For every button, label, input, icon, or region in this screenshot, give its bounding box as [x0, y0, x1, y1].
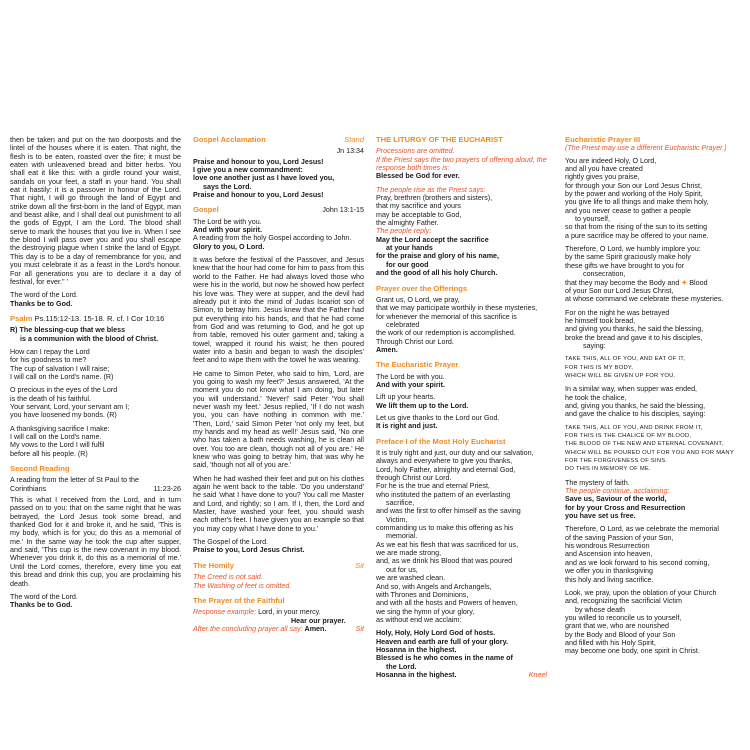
preface-line: and with all the hosts and Powers of heaven, [376, 599, 518, 608]
acclamation-reference: Jn 13:34 [336, 147, 364, 156]
stanza-line: you have loosened my bonds. (R) [10, 411, 117, 420]
praise-response: Praise to you, Lord Jesus Christ. [193, 546, 305, 555]
prayer-line: so that from the rising of the sun to its setting [565, 223, 708, 232]
rubric: The people reply: [376, 227, 432, 236]
column-1 [10, 136, 181, 615]
liturgy-eucharist-heading: THE LITURGY OF THE EUCHARIST [376, 135, 503, 144]
stanza-line: I will call on the Lord's name. [10, 433, 102, 441]
prayer-line: You are indeed Holy, O Lord, [565, 156, 657, 165]
prayer-line: he himself took bread, [565, 316, 636, 325]
gospel-paragraph: It was before the festival of the Passover, and Jesus knew that the hour had come for him to pass from this world to the Father. He had always loved those who were his in the world, but now he showed how perfect his love was. They were at supper, and the devil had already put it into the mind of Judas Iscariot son of Simon, to betray him. Jesus knew that the Father had put everything into his hands, and that he had come from God and was returning to God, and he got up from table, removed his outer garment and, taking a towel, wrapped it round his waist; he then poured water into a basin and began to wash the disciples' feet and to wipe them with the towel he was wearing. [193, 256, 364, 365]
gospel-reference: John 13:1-15 [322, 206, 364, 215]
prayer-line: this holy and living sacrifice. [565, 575, 654, 584]
prayer-of-faithful-heading: The Prayer of the Faithful [193, 595, 285, 605]
rubric: The Washing of feet is omitted. [193, 581, 292, 590]
psalm-response [10, 326, 181, 343]
second-reading-reference [10, 476, 181, 493]
prayer-line: Look, we pray, upon the oblation of your Church [565, 588, 717, 597]
sanctus-line: Hosanna in the highest. [376, 645, 457, 654]
prayer-line: Grant us, O Lord, we pray, [376, 295, 460, 304]
dialogue-line: Lift up your hearts. [376, 393, 436, 402]
prayer-line: you willed to reconcile us to yourself, [565, 613, 682, 622]
prayer-line: grant that we, who are nourished [565, 622, 669, 631]
preface-line: Victim, [386, 515, 408, 524]
dialogue-response: We lift them up to the Lord. [376, 401, 469, 410]
response-line: R) The blessing-cup that we bless [10, 326, 126, 335]
psalm-heading [10, 315, 181, 323]
response-hear: Hear our prayer. [291, 616, 346, 625]
stanza-line: My vows to the Lord I will fulfil [10, 441, 105, 450]
consecration-line: TAKE THIS, ALL OF YOU, AND DRINK FROM IT, [565, 424, 703, 431]
posture-kneel: Kneel [528, 670, 547, 679]
rubric: (The Priest may use a different Eucharistic Prayer.) [565, 144, 727, 153]
acclamation-line: you have set us free. [565, 512, 636, 521]
preface-line: as without end we acclaim: [376, 615, 462, 624]
prayer-line: we offer you in thanksgiving [565, 567, 653, 576]
mystery-of-faith: The mystery of faith. [565, 478, 630, 487]
prayer-line: In a similar way, when supper was ended, [565, 385, 698, 394]
sanctus-line: the Lord. [386, 662, 417, 671]
consecration-line: DO THIS IN MEMORY OF ME. [565, 466, 651, 473]
prayer-line: and as we look forward to his second coming, [565, 558, 710, 567]
preface-line: Lord, holy Father, almighty and eternal God, [376, 465, 516, 474]
heading-title: Gospel Acclamation [193, 135, 266, 144]
dialogue-response: And with your spirit. [376, 380, 446, 389]
stanza-line: How can I repay the Lord [10, 347, 90, 356]
consecration-line: TAKE THIS, ALL OF YOU, AND EAT OF IT, [565, 356, 686, 363]
eucharistic-prayer-iii-heading: Eucharistic Prayer III [565, 135, 641, 144]
thanks-be-to-god: Thanks be to God. [10, 601, 73, 610]
psalm-stanza-2 [10, 386, 181, 419]
preface-line: and was the first to offer himself as the saving [376, 507, 521, 516]
preface-line: who instituted the pattern of an everlasting [376, 490, 511, 499]
sanctus-line: Hosanna in the highest. [376, 670, 457, 679]
preface-line: and, as we drink his Blood that was poured [376, 557, 513, 566]
prayer-line: by the power and working of the Holy Spirit, [565, 190, 703, 199]
prayer-line: and, giving you thanks, he said the blessing, [565, 401, 706, 410]
sanctus-line: Blessed is he who comes in the name of [376, 654, 513, 663]
amen-response: Amen. [376, 345, 398, 354]
acclamation-line: I give you a new commandment: [193, 166, 303, 175]
column-2 [193, 136, 364, 638]
stanza-line: I will call on the Lord's name. (R) [10, 372, 114, 381]
prayer-line: he took the chalice, [565, 393, 627, 402]
rubric: Response example: [193, 608, 257, 617]
prayer-line: for through your Son our Lord Jesus Christ, [565, 181, 702, 190]
posture-sit: Sit [355, 624, 364, 633]
prayer-line: and Ascension into heaven, [565, 550, 653, 559]
acclamation-text [193, 158, 364, 200]
posture-stand: Stand [344, 135, 364, 144]
prayer-line: his wondrous Resurrection [565, 542, 650, 551]
preface-line: always and everywhere to give you thanks, [376, 457, 513, 466]
prayer-line: and giving you thanks, he said the blessing, [565, 325, 704, 334]
preface-line: we are made strong, [376, 549, 442, 558]
dialogue-line: The Lord be with you. [376, 372, 445, 381]
priest-line: that my sacrifice and yours [376, 202, 461, 211]
consecration-chalice [565, 424, 736, 474]
prayer-line: broke the bread and gave it to his disciples, [565, 333, 703, 342]
gospel-paragraph: He came to Simon Peter, who said to him, 'Lord, are you going to wash my feet?' Jesus answered, 'At the moment you do not know what I am doing, but later you will understand.' 'Never!' said Peter 'You shall never wash my feet.' Jesus replied, 'If I do not wash you, you can have nothing in common with me.' 'Then, Lord,' said Simon Peter 'not only my feet, but my hands and my head as well!' Jesus said, 'No one who has taken a bath needs washing, he is clean all over. You too are clean, though not all of you are.' He knew who was going to betray him, that was why he said, 'though not all of you are.' [193, 369, 364, 470]
prayer-line: to yourself, [575, 215, 610, 224]
consecration-line: WHICH WILL BE POURED OUT FOR YOU AND FOR MANY [565, 449, 734, 456]
preface-line: sacrifice, [386, 499, 415, 508]
sanctus-line: Heaven and earth are full of your glory. [376, 637, 509, 646]
word-of-lord: The word of the Lord. [10, 291, 78, 300]
dialogue-line: Let us give thanks to the Lord our God. [376, 413, 500, 422]
psalm-label: Psalm [10, 313, 33, 323]
consecration-bread [565, 355, 736, 380]
column-4 [565, 136, 736, 661]
preface-line: we sing the hymn of your glory, [376, 607, 475, 616]
reading-source: A reading from the letter of St Paul to the Corinthians [10, 476, 140, 493]
people-line: for our good [386, 260, 429, 269]
people-line: for the praise and glory of his name, [376, 252, 500, 261]
prayer-over-offerings-heading: Prayer over the Offerings [376, 283, 468, 293]
prayer-line: For on the night he was betrayed [565, 308, 670, 317]
prayer-line: Blood [689, 278, 708, 287]
preface-line: memorial. [386, 532, 418, 541]
rubric: The people rise as the Priest says: [376, 185, 486, 194]
prayer-line: and all you have created [565, 165, 643, 174]
prayer-line: by the same Spirit graciously make holy [565, 253, 691, 262]
rubric: Processions are omitted. [376, 147, 455, 156]
gospel-heading [193, 206, 364, 214]
consecration-line: THE BLOOD OF THE NEW AND ETERNAL COVENANT, [565, 441, 724, 448]
prayer-line: and you never cease to gather a people [565, 206, 691, 215]
preface-line: commanding us to make this offering as his [376, 524, 514, 533]
gospel-of-lord: The Gospel of the Lord. [193, 538, 269, 547]
prayer-line: and, recognizing the sacrificial Victim [565, 597, 682, 606]
prayer-line: that they may become the Body and [565, 278, 680, 287]
prayer-line: and filled with his Holy Spirit, [565, 638, 656, 647]
prayer-line: at whose command we celebrate these mysteries. [565, 295, 724, 304]
people-line: and the good of all his holy Church. [376, 269, 498, 278]
rubric: After the concluding prayer all say: [193, 624, 303, 633]
prayer-line: of the saving Passion of your Son, [565, 533, 674, 542]
second-reading-text: This is what I received from the Lord, and in turn passed on to you: that on the same night that he was betrayed, the Lord Jesus took some bread, and thanked God for it and broke it, and he said, 'This is my body, which is for you; do this as a memorial of me.' In the same way he took the cup after supper, and said, 'This cup is the new covenant in my blood. Whenever you drink it, do this as a memorial of me.' Until the Lord comes, therefore, every time you eat this bread and drink this cup, you are proclaiming his death. [10, 496, 181, 588]
consecration-line: WHICH WILL BE GIVEN UP FOR YOU. [565, 372, 676, 379]
prayer-line: that we may participate worthily in these mysteries, [376, 304, 538, 313]
amen-response: Amen. [304, 624, 327, 633]
stanza-line: is the death of his faithful. [10, 394, 91, 403]
prayer-line: these gifts we have brought to you for [565, 261, 685, 270]
acclamation-line: love one another just as I have loved you, [193, 174, 335, 183]
heading-title: The Homily [193, 560, 234, 570]
people-line: at your hands [386, 244, 433, 253]
sanctus-line: Holy, Holy, Holy Lord God of hosts. [376, 629, 496, 638]
word-of-lord: The word of the Lord. [10, 592, 78, 601]
psalm-stanza-1 [10, 348, 181, 381]
dialogue-line: A reading from the holy Gospel according to John. [193, 234, 352, 243]
sanctus [376, 629, 547, 679]
stanza-line: for his goodness to me? [10, 356, 87, 365]
priest-line: may be acceptable to God, [376, 210, 462, 219]
acclamation-line: Praise and honour to you, Lord Jesus! [193, 157, 324, 166]
exodus-reading-text: then be taken and put on the two doorposts and the lintel of the houses where it is eaten. That night, the flesh is to be eaten, roasted over the fire; it must be eaten with unleavened bread and bitter herbs. You shall eat it like this: with a girdle round your waist, sandals on your feet, a staff in your hand. You shall eat it hastily: it is a passover in honour of the Lord. That night, I will go through the land of Egypt and strike down all the first-born in the land of Egypt, man and beast alike, and I shall deal out punishment to all the gods of Egypt, I am the Lord. The blood shall serve to mark the houses that you live in. When I see the blood I will pass over you and you shall escape the destroying plague when I strike the land of Egypt. This day is to be a day of remembrance for you, and you must celebrate it as a feast in the Lord's honour. For all generations you are to declare it a day of festival, for ever." ' [10, 136, 181, 286]
response-line: is a communion with the blood of Christ. [20, 334, 159, 343]
stanza-line: A thanksgiving sacrifice I make: [10, 424, 110, 433]
prayer-line: a pure sacrifice may be offered to your name. [565, 231, 709, 240]
preface-line: It is truly right and just, our duty and our salvation, [376, 449, 534, 457]
homily-heading [193, 562, 364, 570]
rubric: The people continue, acclaiming: [565, 487, 670, 496]
prayer-line: by the Body and Blood of your Son [565, 630, 676, 639]
posture-sit: Sit [355, 560, 364, 570]
preface-line: As we eat his flesh that was sacrificed for us, [376, 540, 519, 549]
preface-heading: Preface I of the Most Holy Eucharist [376, 436, 506, 446]
reading-citation: 11:23-26 [153, 484, 181, 493]
gospel-paragraph: When he had washed their feet and put on his clothes again he went back to the table. 'Do you understand' he said 'what I have done to you? You call me Master and Lord, and rightly; so I am. If I, then, the Lord and Master, have washed your feet, you should wash each other's feet. I have given you an example so that you may copy what I have done to you.' [193, 474, 364, 533]
psalm-stanza-3 [10, 425, 181, 458]
preface-line: For he is the true and eternal Priest, [376, 482, 490, 491]
prayer-line: rightly gives you praise, [565, 173, 640, 182]
dialogue-response: And with your spirit. [193, 226, 263, 235]
prayer-line: consecration, [583, 270, 626, 279]
response-example: Lord, in your mercy. [258, 608, 321, 617]
rubric: The Creed is not said. [193, 573, 263, 582]
prayer-line: Therefore, O Lord, as we celebrate the memorial [565, 525, 719, 534]
prayer-line: and gave the chalice to his disciples, saying: [565, 410, 706, 419]
consecration-line: FOR THE FORGIVENESS OF SINS. [565, 458, 668, 465]
stanza-line: O precious in the eyes of the Lord [10, 386, 118, 395]
heading-title: Gospel [193, 205, 219, 215]
acclamation-line: says the Lord. [203, 182, 252, 191]
psalm-reference: Ps.115:12-13. 15-18. R. cf. I Cor 10:16 [34, 313, 165, 323]
prayer-line: the work of our redemption is accomplished. [376, 329, 516, 338]
eucharistic-prayer-heading: The Eucharistic Prayer [376, 360, 459, 370]
sign-of-cross-icon: ✦ [681, 278, 688, 287]
preface-line: through Christ our Lord. [376, 474, 452, 483]
prayer-line: celebrated [386, 320, 420, 329]
second-reading-heading: Second Reading [10, 464, 70, 474]
dialogue-line: The Lord be with you. [193, 217, 262, 226]
blessed-response: Blessed be God for ever. [376, 172, 460, 181]
acclamation-line: for by your Cross and Resurrection [565, 503, 686, 512]
prayer-line: Through Christ our Lord. [376, 337, 454, 346]
acclamation-line: Praise and honour to you, Lord Jesus! [193, 191, 324, 200]
preface-line: with Thrones and Dominions, [376, 590, 469, 599]
stanza-line: The cup of salvation I will raise; [10, 364, 110, 373]
priest-line: Pray, brethren (brothers and sisters), [376, 194, 493, 203]
gospel-acclamation-heading [193, 136, 364, 144]
preface-text [376, 449, 547, 624]
preface-line: And so, with Angels and Archangels, [376, 582, 492, 591]
prayer-line: Therefore, O Lord, we humbly implore you: [565, 245, 701, 254]
stanza-line: Your servant, Lord, your servant am I; [10, 402, 130, 411]
prayer-line: for whenever the memorial of this sacrifice is [376, 312, 517, 321]
acclamation-line: Save us, Saviour of the world, [565, 495, 667, 504]
prayer-line: by whose death [575, 605, 626, 614]
prayer-line: of your Son our Lord Jesus Christ, [565, 286, 674, 295]
column-3 [376, 136, 547, 679]
preface-line: out for us, [386, 565, 418, 574]
people-line: May the Lord accept the sacrifice [376, 235, 489, 244]
prayer-line: may become one body, one spirit in Christ. [565, 647, 700, 656]
consecration-line: FOR THIS IS THE CHALICE OF MY BLOOD, [565, 433, 692, 439]
prayer-line: you give life to all things and make them holy, [565, 198, 709, 207]
rubric: If the Priest says the two prayers of offering aloud, the response both times is: [376, 155, 547, 173]
stanza-line: before all his people. (R) [10, 449, 88, 458]
consecration-line: FOR THIS IS MY BODY, [565, 364, 634, 371]
thanks-be-to-god: Thanks be to God. [10, 299, 73, 308]
prayer-line: saying: [583, 341, 606, 350]
priest-line: the almighty Father. [376, 219, 439, 228]
dialogue-response: It is right and just. [376, 422, 438, 431]
preface-line: we are washed clean. [376, 574, 446, 583]
dialogue-response: Glory to you, O Lord. [193, 242, 265, 251]
